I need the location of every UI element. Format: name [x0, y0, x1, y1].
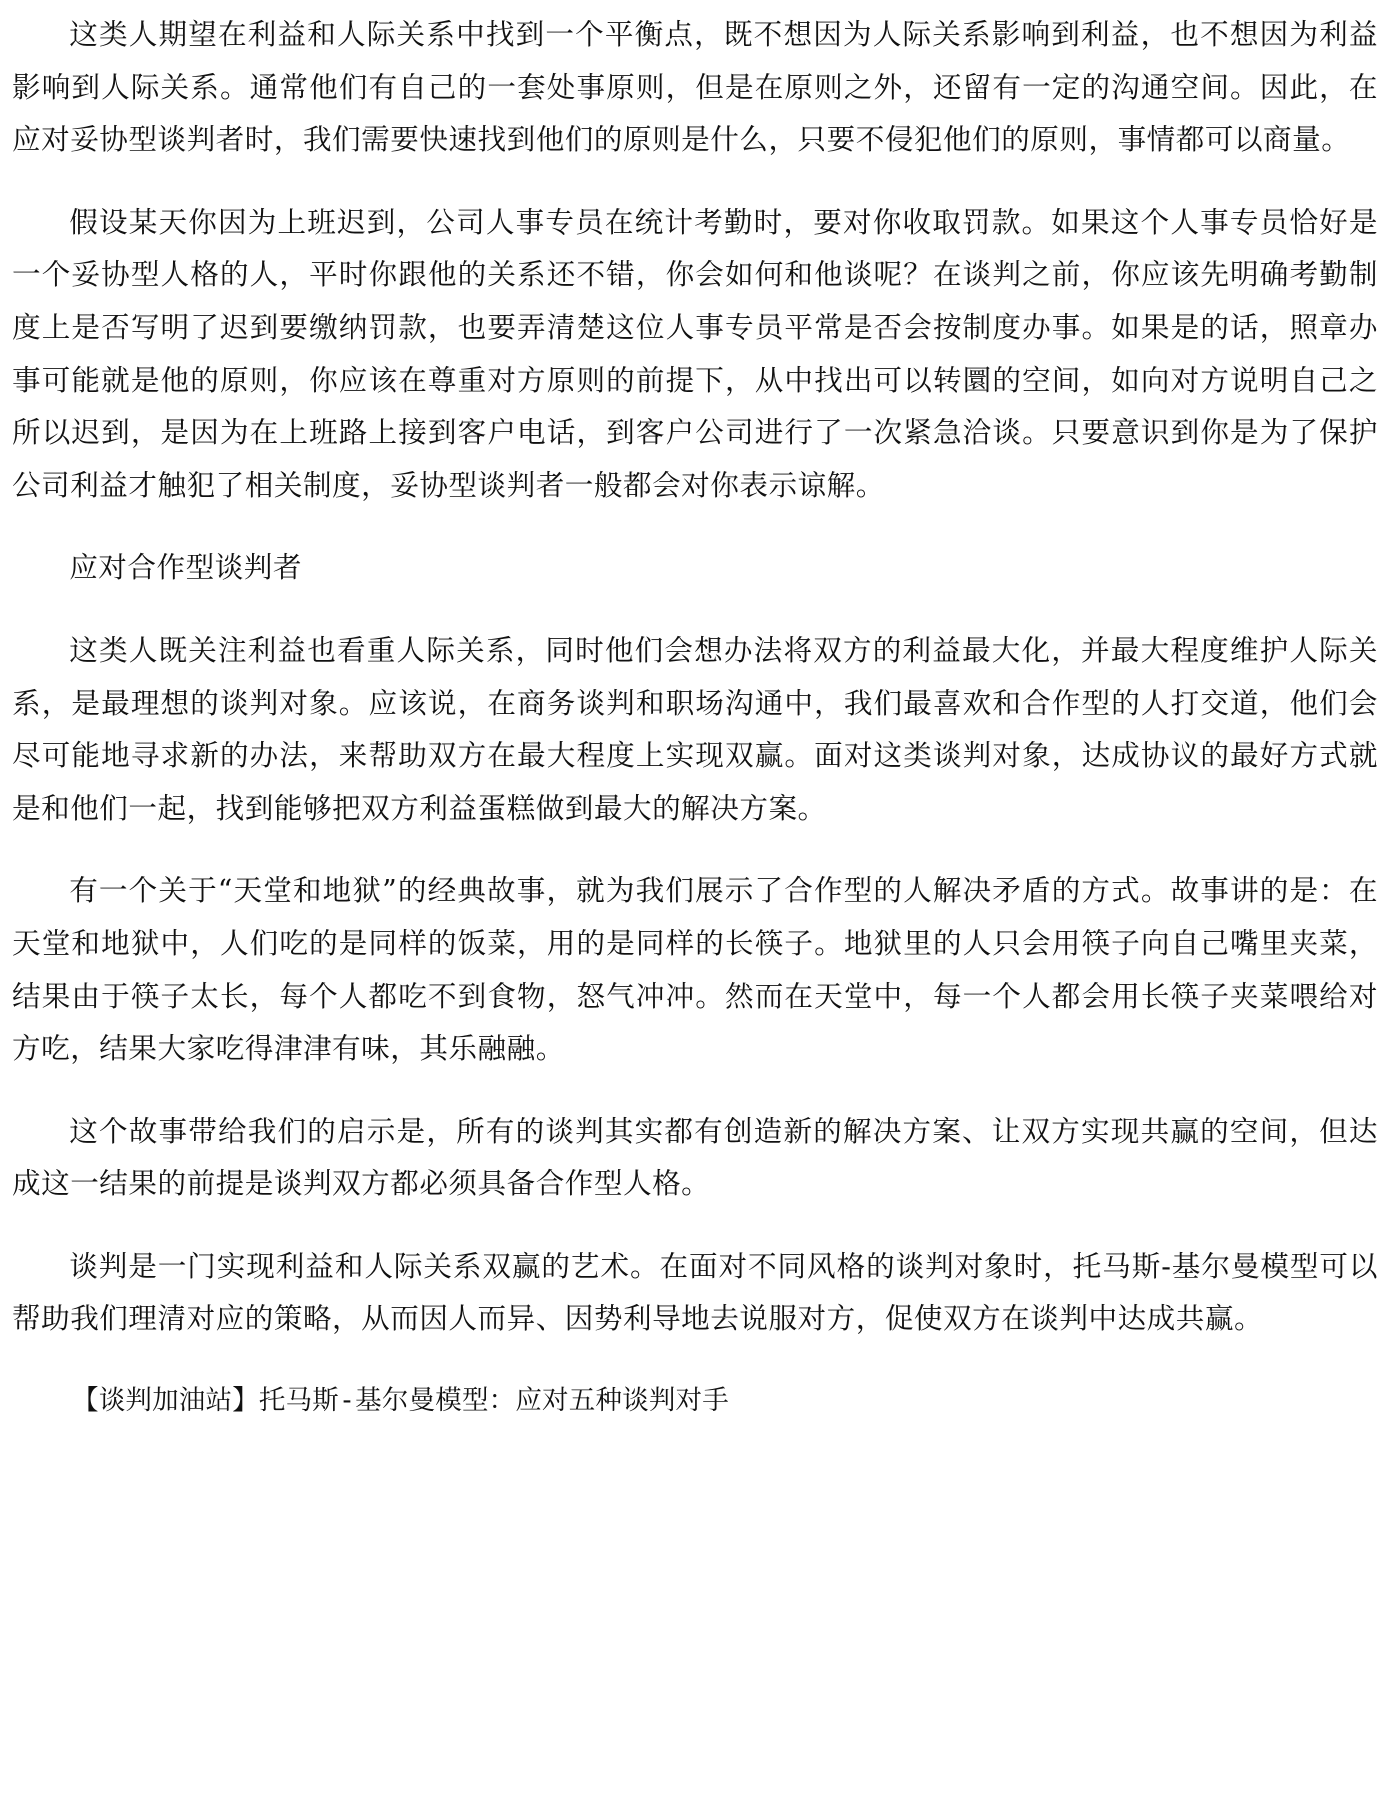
sidebar-section-title: 【谈判加油站】托马斯-基尔曼模型：应对五种谈判对手	[72, 1385, 729, 1417]
paragraph-collaborative-description: 这类人既关注利益也看重人际关系，同时他们会想办法将双方的利益最大化，并最大程度维护人际关系，是最理想的谈判对象。应该说，在商务谈判和职场沟通中，我们最喜欢和合作型的人打交道，他们会尽可能地寻求新的办法，来帮助双方在最大程度上实现双赢。面对这类谈判对象，达成协议的最好方式就是和他们一起，找到能够把双方利益蛋糕做到最大的解决方案。	[12, 632, 1378, 825]
paragraph-conclusion: 谈判是一门实现利益和人际关系双赢的艺术。在面对不同风格的谈判对象时，托马斯-基尔曼模型可以帮助我们理清对应的策略，从而因人而异、因势利导地去说服对方，促使双方在谈判中达成共赢。	[12, 1248, 1378, 1336]
paragraph-story-lesson: 这个故事带给我们的启示是，所有的谈判其实都有创造新的解决方案、让双方实现共赢的空间，但达成这一结果的前提是谈判双方都必须具备合作型人格。	[12, 1113, 1378, 1201]
paragraph-lateness-example: 假设某天你因为上班迟到，公司人事专员在统计考勤时，要对你收取罚款。如果这个人事专员恰好是一个妥协型人格的人，平时你跟他的关系还不错，你会如何和他谈呢？在谈判之前，你应该先明确考勤制度上是否写明了迟到要缴纳罚款，也要弄清楚这位人事专员平常是否会按制度办事。如果是的话，照章办事可能就是他的原则，你应该在尊重对方原则的前提下，从中找出可以转圜的空间，如向对方说明自己之所以迟到，是因为在上班路上接到客户电话，到客户公司进行了一次紧急洽谈。只要意识到你是为了保护公司利益才触犯了相关制度，妥协型谈判者一般都会对你表示谅解。	[12, 204, 1378, 502]
paragraph-heaven-hell-story: 有一个关于“天堂和地狱”的经典故事，就为我们展示了合作型的人解决矛盾的方式。故事讲的是：在天堂和地狱中，人们吃的是同样的饭菜，用的是同样的长筷子。地狱里的人只会用筷子向自己嘴里夹菜，结果由于筷子太长，每个人都吃不到食物，怒气冲冲。然而在天堂中，每一个人都会用长筷子夹菜喂给对方吃，结果大家吃得津津有味，其乐融融。	[12, 873, 1378, 1066]
section-heading-collaborative: 应对合作型谈判者	[69, 550, 302, 585]
paragraph-compromising-description: 这类人期望在利益和人际关系中找到一个平衡点，既不想因为人际关系影响到利益，也不想因为利益影响到人际关系。通常他们有自己的一套处事原则，但是在原则之外，还留有一定的沟通空间。因此，在应对妥协型谈判者时，我们需要快速找到他们的原则是什么，只要不侵犯他们的原则，事情都可以商量。	[12, 17, 1378, 157]
document-body	[12, 8, 1378, 1427]
